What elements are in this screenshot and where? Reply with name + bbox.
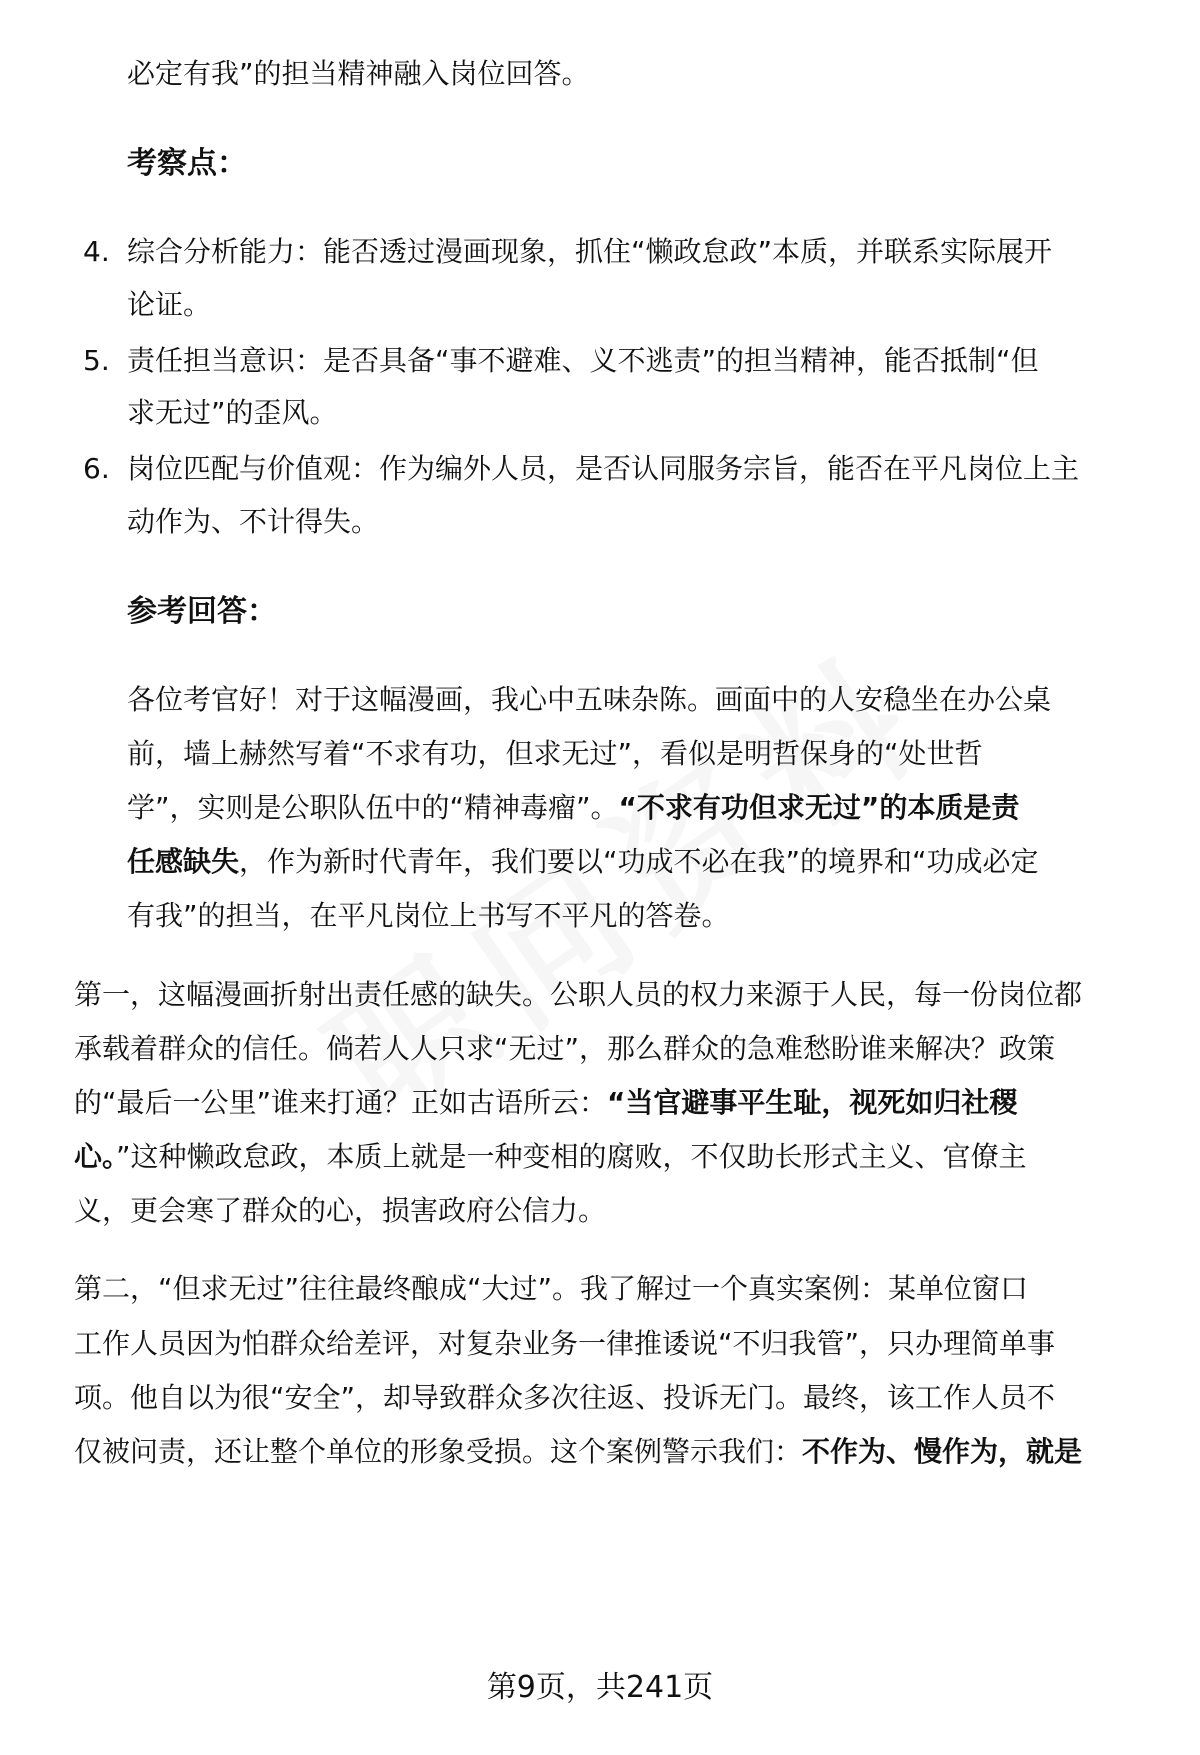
p1-line-3-text: 学”，实则是公职队伍中的“精神毒瘤”。	[127, 791, 619, 824]
reference-heading: 参考回答：	[127, 594, 277, 629]
p2-line-3-bold: “当官避事平生耻，视死如归社稷	[607, 1086, 1018, 1119]
p3-line-4-bold: 不作为、慢作为，就是	[802, 1435, 1083, 1468]
p2-line-4-text: ”这种懒政怠政，本质上就是一种变相的腐败，不仅助长形式主义、官僚主	[116, 1140, 1027, 1173]
p2-line-4-bold: 心。	[74, 1140, 117, 1173]
page-footer: 第9页，共241页	[486, 1670, 714, 1705]
intro-tail-line: 必定有我”的担当精神融入岗位回答。	[127, 57, 590, 90]
p3-line-3: 项。他自以为很“安全”，却导致群众多次往返、投诉无门。最终，该工作人员不	[74, 1381, 1056, 1414]
p3-line-4-text: 仅被问责，还让整个单位的形象受损。这个案例警示我们：	[74, 1435, 803, 1468]
item-6-number: 6.	[83, 452, 110, 485]
p1-line-5: 有我”的担当，在平凡岗位上书写不平凡的答卷。	[127, 899, 730, 932]
p3-line-1: 第二，“但求无过”往往最终酿成“大过”。我了解过一个真实案例：某单位窗口	[74, 1272, 1029, 1305]
p1-line-3-bold: “不求有功但求无过”的本质是责	[618, 791, 1020, 824]
p1-line-1: 各位考官好！对于这幅漫画，我心中五味杂陈。画面中的人安稳坐在办公桌	[127, 683, 1052, 716]
p2-line-4	[74, 1137, 1027, 1177]
item-4-line-2: 论证。	[127, 288, 212, 321]
item-4-line-1: 综合分析能力：能否透过漫画现象，抓住“懒政怠政”本质，并联系实际展开	[127, 235, 1053, 268]
item-5-number: 5.	[83, 344, 110, 377]
item-5-line-1: 责任担当意识：是否具备“事不避难、义不逃责”的担当精神，能否抵制“但	[127, 344, 1039, 377]
p3-line-4	[74, 1432, 1082, 1472]
p1-line-2: 前，墙上赫然写着“不求有功，但求无过”，看似是明哲保身的“处世哲	[127, 737, 983, 770]
p1-line-3	[127, 788, 1019, 828]
p2-line-3-text: 的“最后一公里”谁来打通？正如古语所云：	[74, 1086, 608, 1119]
item-6-line-1: 岗位匹配与价值观：作为编外人员，是否认同服务宗旨，能否在平凡岗位上主	[127, 452, 1080, 485]
p1-line-4-text: ，作为新时代青年，我们要以“功成不必在我”的境界和“功成必定	[239, 845, 1039, 878]
examination-heading: 考察点：	[127, 146, 247, 181]
p1-line-4	[127, 842, 1039, 882]
p2-line-5: 义，更会寒了群众的心，损害政府公信力。	[74, 1194, 607, 1227]
item-5-line-2: 求无过”的歪风。	[127, 396, 338, 429]
p2-line-2: 承载着群众的信任。倘若人人只求“无过”，那么群众的急难愁盼谁来解决？政策	[74, 1032, 1056, 1065]
p1-line-4-bold: 任感缺失	[127, 845, 240, 878]
p3-line-2: 工作人员因为怕群众给差评，对复杂业务一律推诿说“不归我管”，只办理简单事	[74, 1327, 1056, 1360]
p2-line-1: 第一，这幅漫画折射出责任感的缺失。公职人员的权力来源于人民，每一份岗位都	[74, 978, 1083, 1011]
item-6-line-2: 动作为、不计得失。	[127, 505, 380, 538]
item-4-number: 4.	[83, 235, 110, 268]
p2-line-3	[74, 1083, 1017, 1123]
